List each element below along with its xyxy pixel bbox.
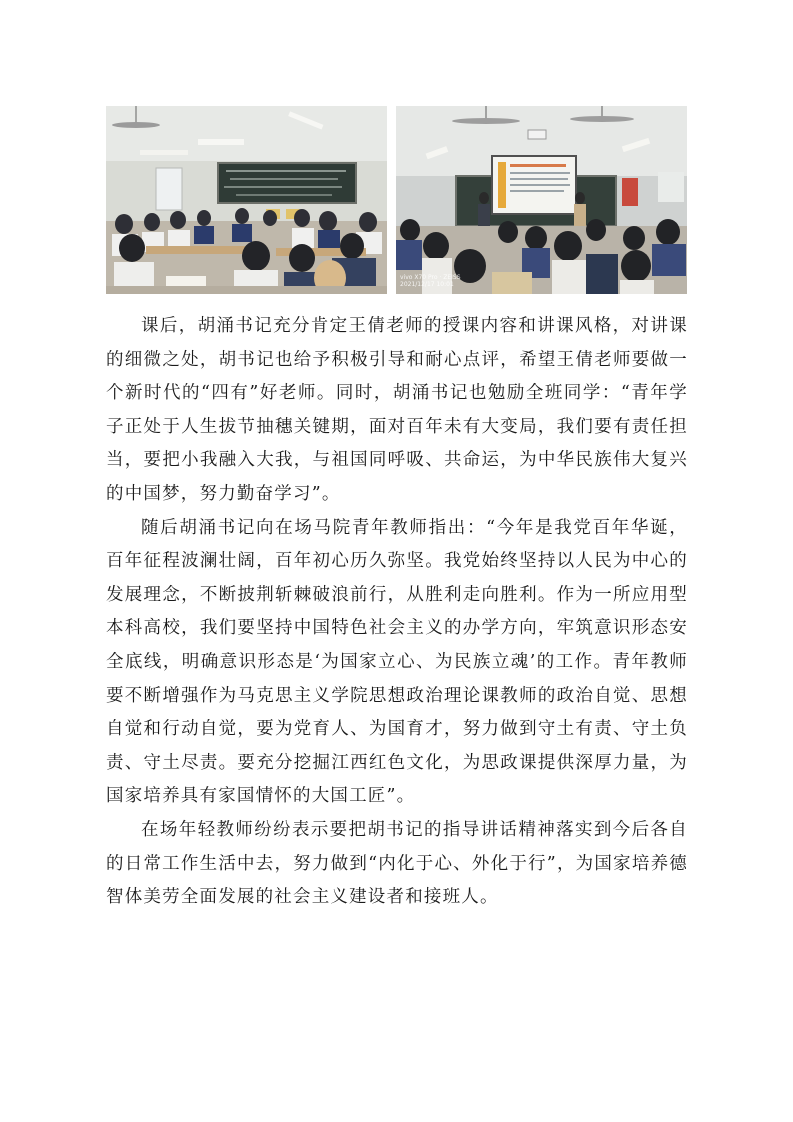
watermark-device: vivo X70 Pro · ZEISS xyxy=(400,274,461,281)
paragraph-1: 课后，胡涌书记充分肯定王倩老师的授课内容和讲课风格，对讲课的细微之处，胡书记也给予积极引导和耐心点评，希望王倩老师要做一个新时代的“四有”好老师。同时，胡涌书记也勉励全班同学：“青年学子正处于人生拔节抽穗关键期，面对百年未有大变局，我们要有责任担当，要把小我融入大我，与祖国同呼吸、共命运，为中华民族伟大复兴的中国梦，努力勤奋学习”。 xyxy=(106,316,688,504)
paragraph-3: 在场年轻教师纷纷表示要把胡书记的指导讲话精神落实到今后各自的日常工作生活中去，努力做到“内化于心、外化于行”，为国家培养德智体美劳全面发展的社会主义建设者和接班人。 xyxy=(106,819,688,908)
classroom-lecture-photo xyxy=(396,106,687,294)
paragraph-2: 随后胡涌书记向在场马院青年教师指出：“今年是我党百年华诞，百年征程波澜壮阔，百年初心历久弥坚。我党始终坚持以人民为中心的发展理念，不断披荆斩棘破浪前行，从胜利走向胜利。作为一所应用型本科高校，我们要坚持中国特色社会主义的办学方向，牢筑意识形态安全底线，明确意识形态是‘为国家立心、为民族立魂’的工作。青年教师要不断增强作为马克思主义学院思想政治理论课教师的政治自觉、思想自觉和行动自觉，要为党育人、为国育才，努力做到守土有责、守土负责、守土尽责。要充分挖掘江西红色文化，为思政课提供深厚力量，为国家培养具有家国情怀的大国工匠”。 xyxy=(106,517,688,807)
watermark-timestamp: 2021/12/17 10:01 xyxy=(400,281,454,288)
camera-watermark xyxy=(400,274,461,288)
article-body xyxy=(106,310,688,915)
classroom-students-photo xyxy=(106,106,387,294)
